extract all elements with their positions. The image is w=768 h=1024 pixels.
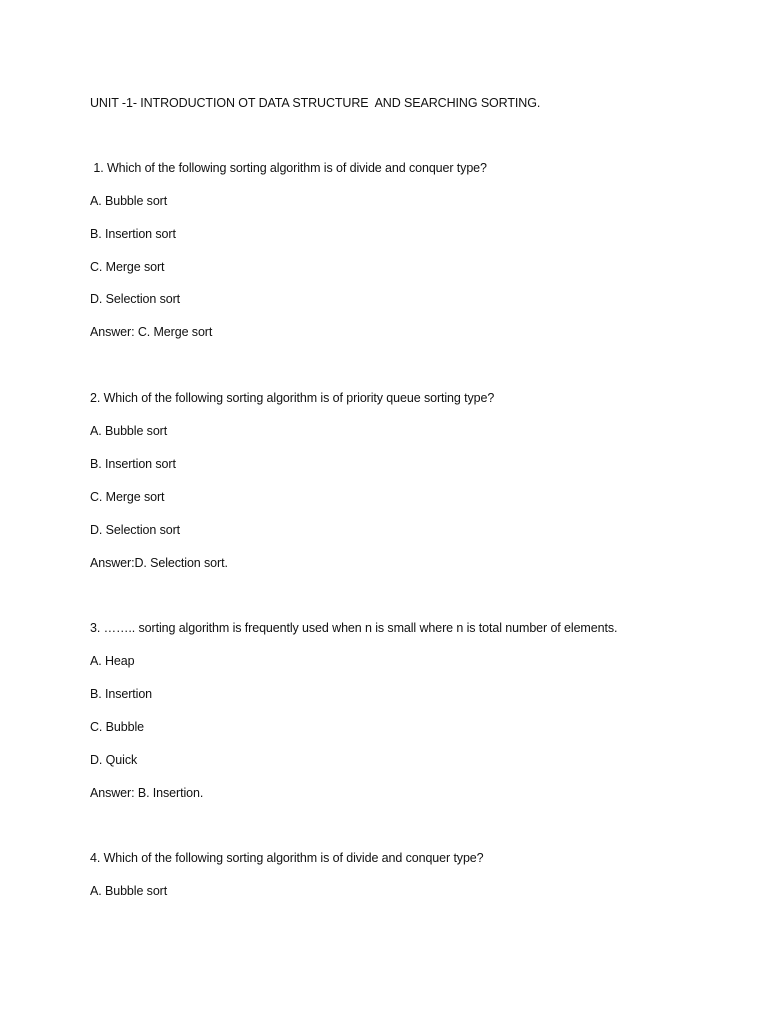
question-1-option-d: D. Selection sort: [90, 292, 181, 306]
question-3-option-b: B. Insertion: [90, 687, 153, 701]
question-3-option-c: C. Bubble: [90, 720, 144, 734]
document-title: UNIT -1- INTRODUCTION OT DATA STRUCTURE AND SEARCHING SORTING.: [90, 96, 541, 110]
question-2-option-d: D. Selection sort: [90, 523, 181, 537]
question-1-text: 1. Which of the following sorting algorithm is of divide and conquer type?: [90, 161, 487, 175]
question-3-text: 3. …….. sorting algorithm is frequently used when n is small where n is total number of elements.: [90, 621, 618, 635]
question-3-option-a: A. Heap: [90, 654, 135, 668]
question-2-answer: Answer:D. Selection sort.: [90, 556, 228, 570]
question-2-option-c: C. Merge sort: [90, 490, 165, 504]
question-3-answer: Answer: B. Insertion.: [90, 786, 204, 800]
question-4-text: 4. Which of the following sorting algorithm is of divide and conquer type?: [90, 851, 484, 865]
question-4-option-a: A. Bubble sort: [90, 884, 168, 898]
question-1-answer: Answer: C. Merge sort: [90, 325, 213, 339]
question-2-option-a: A. Bubble sort: [90, 424, 168, 438]
question-1-option-c: C. Merge sort: [90, 260, 165, 274]
question-2-text: 2. Which of the following sorting algorithm is of priority queue sorting type?: [90, 391, 495, 405]
question-1-option-a: A. Bubble sort: [90, 194, 168, 208]
question-1-option-b: B. Insertion sort: [90, 227, 176, 241]
question-2-option-b: B. Insertion sort: [90, 457, 176, 471]
question-3-option-d: D. Quick: [90, 753, 138, 767]
